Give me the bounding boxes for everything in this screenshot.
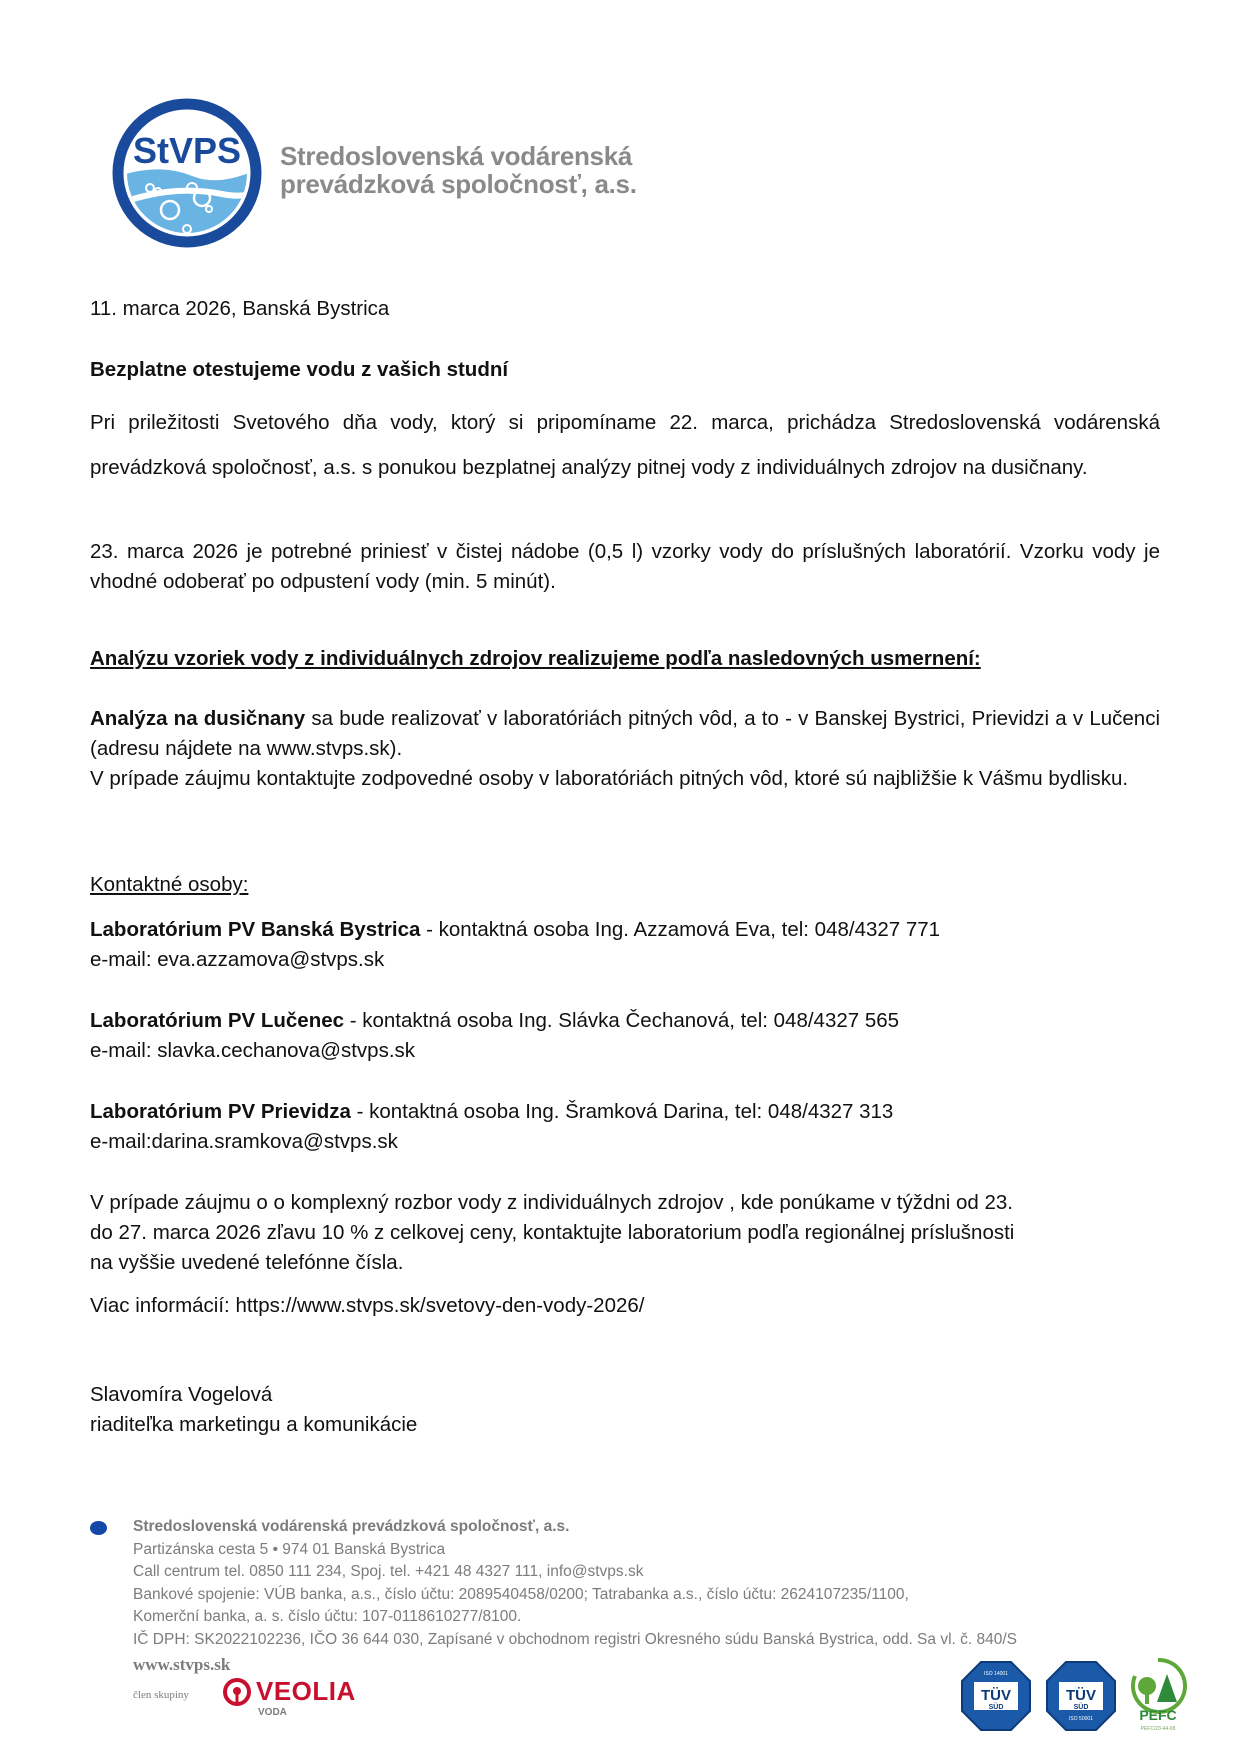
stvps-logo-icon [112, 98, 262, 248]
contact-item [90, 915, 1160, 975]
section-heading: Analýzu vzoriek vody z individuálnych zdrojov realizujeme podľa nasledovných usmernení: [90, 647, 981, 670]
tuv-cert-icon [960, 1660, 1032, 1732]
footer-website[interactable]: www.stvps.sk [133, 1655, 231, 1674]
footer-phones: Call centrum tel. 0850 111 234, Spoj. tel. +421 48 4327 111, info@stvps.sk [133, 1563, 644, 1580]
intro-paragraph: Pri priležitosti Svetového dňa vody, ktorý si pripomíname 22. marca, prichádza Stredoslovenská vodárenská prevádzková spoločnosť, a.s. s ponukou bezplatnej analýzy pitnej vody z individuálnych zdrojov na dusičnany. [90, 411, 1160, 479]
lab-person: - kontaktná osoba Ing. Slávka Čechanová, tel: 048/4327 565 [344, 1009, 900, 1032]
company-name-line1: Stredoslovenská vodárenská [280, 141, 633, 171]
svg-text:StVPS: StVPS [132, 130, 242, 171]
veolia-name: VEOLIA [256, 1676, 356, 1706]
contacts-heading: Kontaktné osoby: [90, 873, 249, 896]
lab-person: - kontaktná osoba Ing. Šramková Darina, tel: 048/4327 313 [350, 1100, 894, 1123]
contact-item [90, 1006, 1160, 1066]
footer-bank2: Komerční banka, a. s. číslo účtu: 107-0118610277/8100. [133, 1608, 522, 1625]
analysis-bold: Analýza na dusičnany [90, 707, 306, 730]
member-of-label: člen skupiny [133, 1689, 189, 1701]
footer-info [133, 1516, 1017, 1651]
discount-line: do 27. marca 2026 zľavu 10 % z celkovej ceny, kontaktujte laboratorium podľa regionálnej príslušnosti [90, 1221, 1015, 1244]
pefc-icon [1125, 1656, 1191, 1734]
date-place: 11. marca 2026, Banská Bystrica [90, 297, 390, 320]
lab-name: Laboratórium PV Banská Bystrica [90, 918, 421, 941]
pefc-badge [1125, 1656, 1191, 1739]
discount-paragraph [90, 1188, 1160, 1278]
veolia-icon [222, 1677, 252, 1707]
analysis-paragraph [90, 704, 1160, 764]
company-name-line2: prevádzková spoločnosť, a.s. [280, 169, 637, 199]
footer-bank1: Bankové spojenie: VÚB banka, a.s., číslo účtu: 2089540458/0200; Tatrabanka a.s., číslo účtu: 2624107235/1100, [133, 1585, 909, 1603]
footer-registry: IČ DPH: SK2022102236, IČO 36 644 030, Zapísané v obchodnom registri Okresného súdu Banská Bystrica, odd. Sa vl. č. 840/S [133, 1630, 1017, 1648]
svg-text:TÜV: TÜV [981, 1687, 1011, 1704]
lab-email[interactable]: e-mail:darina.sramkova@stvps.sk [90, 1130, 398, 1153]
signature-title: riaditeľka marketingu a komunikácie [90, 1413, 418, 1436]
footer-company: Stredoslovenská vodárenská prevádzková spoločnosť, a.s. [133, 1518, 570, 1535]
footer-address: Partizánska cesta 5 • 974 01 Banská Bystrica [133, 1540, 446, 1558]
tuv-iso-badge [960, 1660, 1032, 1737]
document-title: Bezplatne otestujeme vodu z vašich studní [90, 358, 509, 381]
stvps-logo [112, 98, 262, 248]
contact-item [90, 1097, 1160, 1157]
svg-text:PEFC: PEFC [1139, 1707, 1177, 1723]
lab-person: - kontaktná osoba Ing. Azzamová Eva, tel: 048/4327 771 [420, 918, 941, 941]
analysis-rest: sa bude realizovať v laboratóriách pitných vôd, a to - v Banskej Bystrici, Prievidzi a v Lučenci (adresu nájdete na www.stvps.sk). [90, 707, 1160, 760]
contact-note: V prípade záujmu kontaktujte zodpovedné osoby v laboratóriách pitných vôd, ktoré sú najbližšie k Vášmu bydlisku. [90, 767, 1129, 790]
signature [90, 1380, 1160, 1440]
tuv-cert-icon [1045, 1660, 1117, 1732]
discount-line: na vyššie uvedené telefónne čísla. [90, 1251, 404, 1274]
bullet-icon [90, 1521, 107, 1535]
discount-line: V prípade záujmu o o komplexný rozbor vody z individuálnych zdrojov , kde ponúkame v týždni od 23. [90, 1191, 1014, 1214]
tuv-50001-badge [1045, 1660, 1117, 1737]
lab-email[interactable]: e-mail: eva.azzamova@stvps.sk [90, 948, 385, 971]
company-name [280, 142, 637, 198]
svg-text:SÜD: SÜD [1073, 1704, 1089, 1711]
svg-text:ISO 14001: ISO 14001 [984, 1671, 1008, 1677]
svg-text:TÜV: TÜV [1066, 1687, 1096, 1704]
lab-name: Laboratórium PV Prievidza [90, 1100, 351, 1123]
sample-info-paragraph: 23. marca 2026 je potrebné priniesť v čistej nádobe (0,5 l) vzorky vody do príslušných laboratórií. Vzorku vody je vhodné odoberať po odpustení vody (min. 5 minút). [90, 540, 1160, 593]
lab-email[interactable]: e-mail: slavka.cechanova@stvps.sk [90, 1039, 416, 1062]
signature-name: Slavomíra Vogelová [90, 1383, 273, 1406]
svg-text:SÜD: SÜD [988, 1704, 1004, 1711]
svg-text:ISO 50001: ISO 50001 [1069, 1716, 1093, 1722]
more-info-link[interactable]: Viac informácií: https://www.stvps.sk/svetovy-den-vody-2026/ [90, 1294, 645, 1317]
lab-name: Laboratórium PV Lučenec [90, 1009, 345, 1032]
veolia-sub: VODA [258, 1707, 287, 1718]
svg-text:PEFC/23-44-08: PEFC/23-44-08 [1140, 1726, 1176, 1732]
veolia-logo [222, 1676, 356, 1718]
